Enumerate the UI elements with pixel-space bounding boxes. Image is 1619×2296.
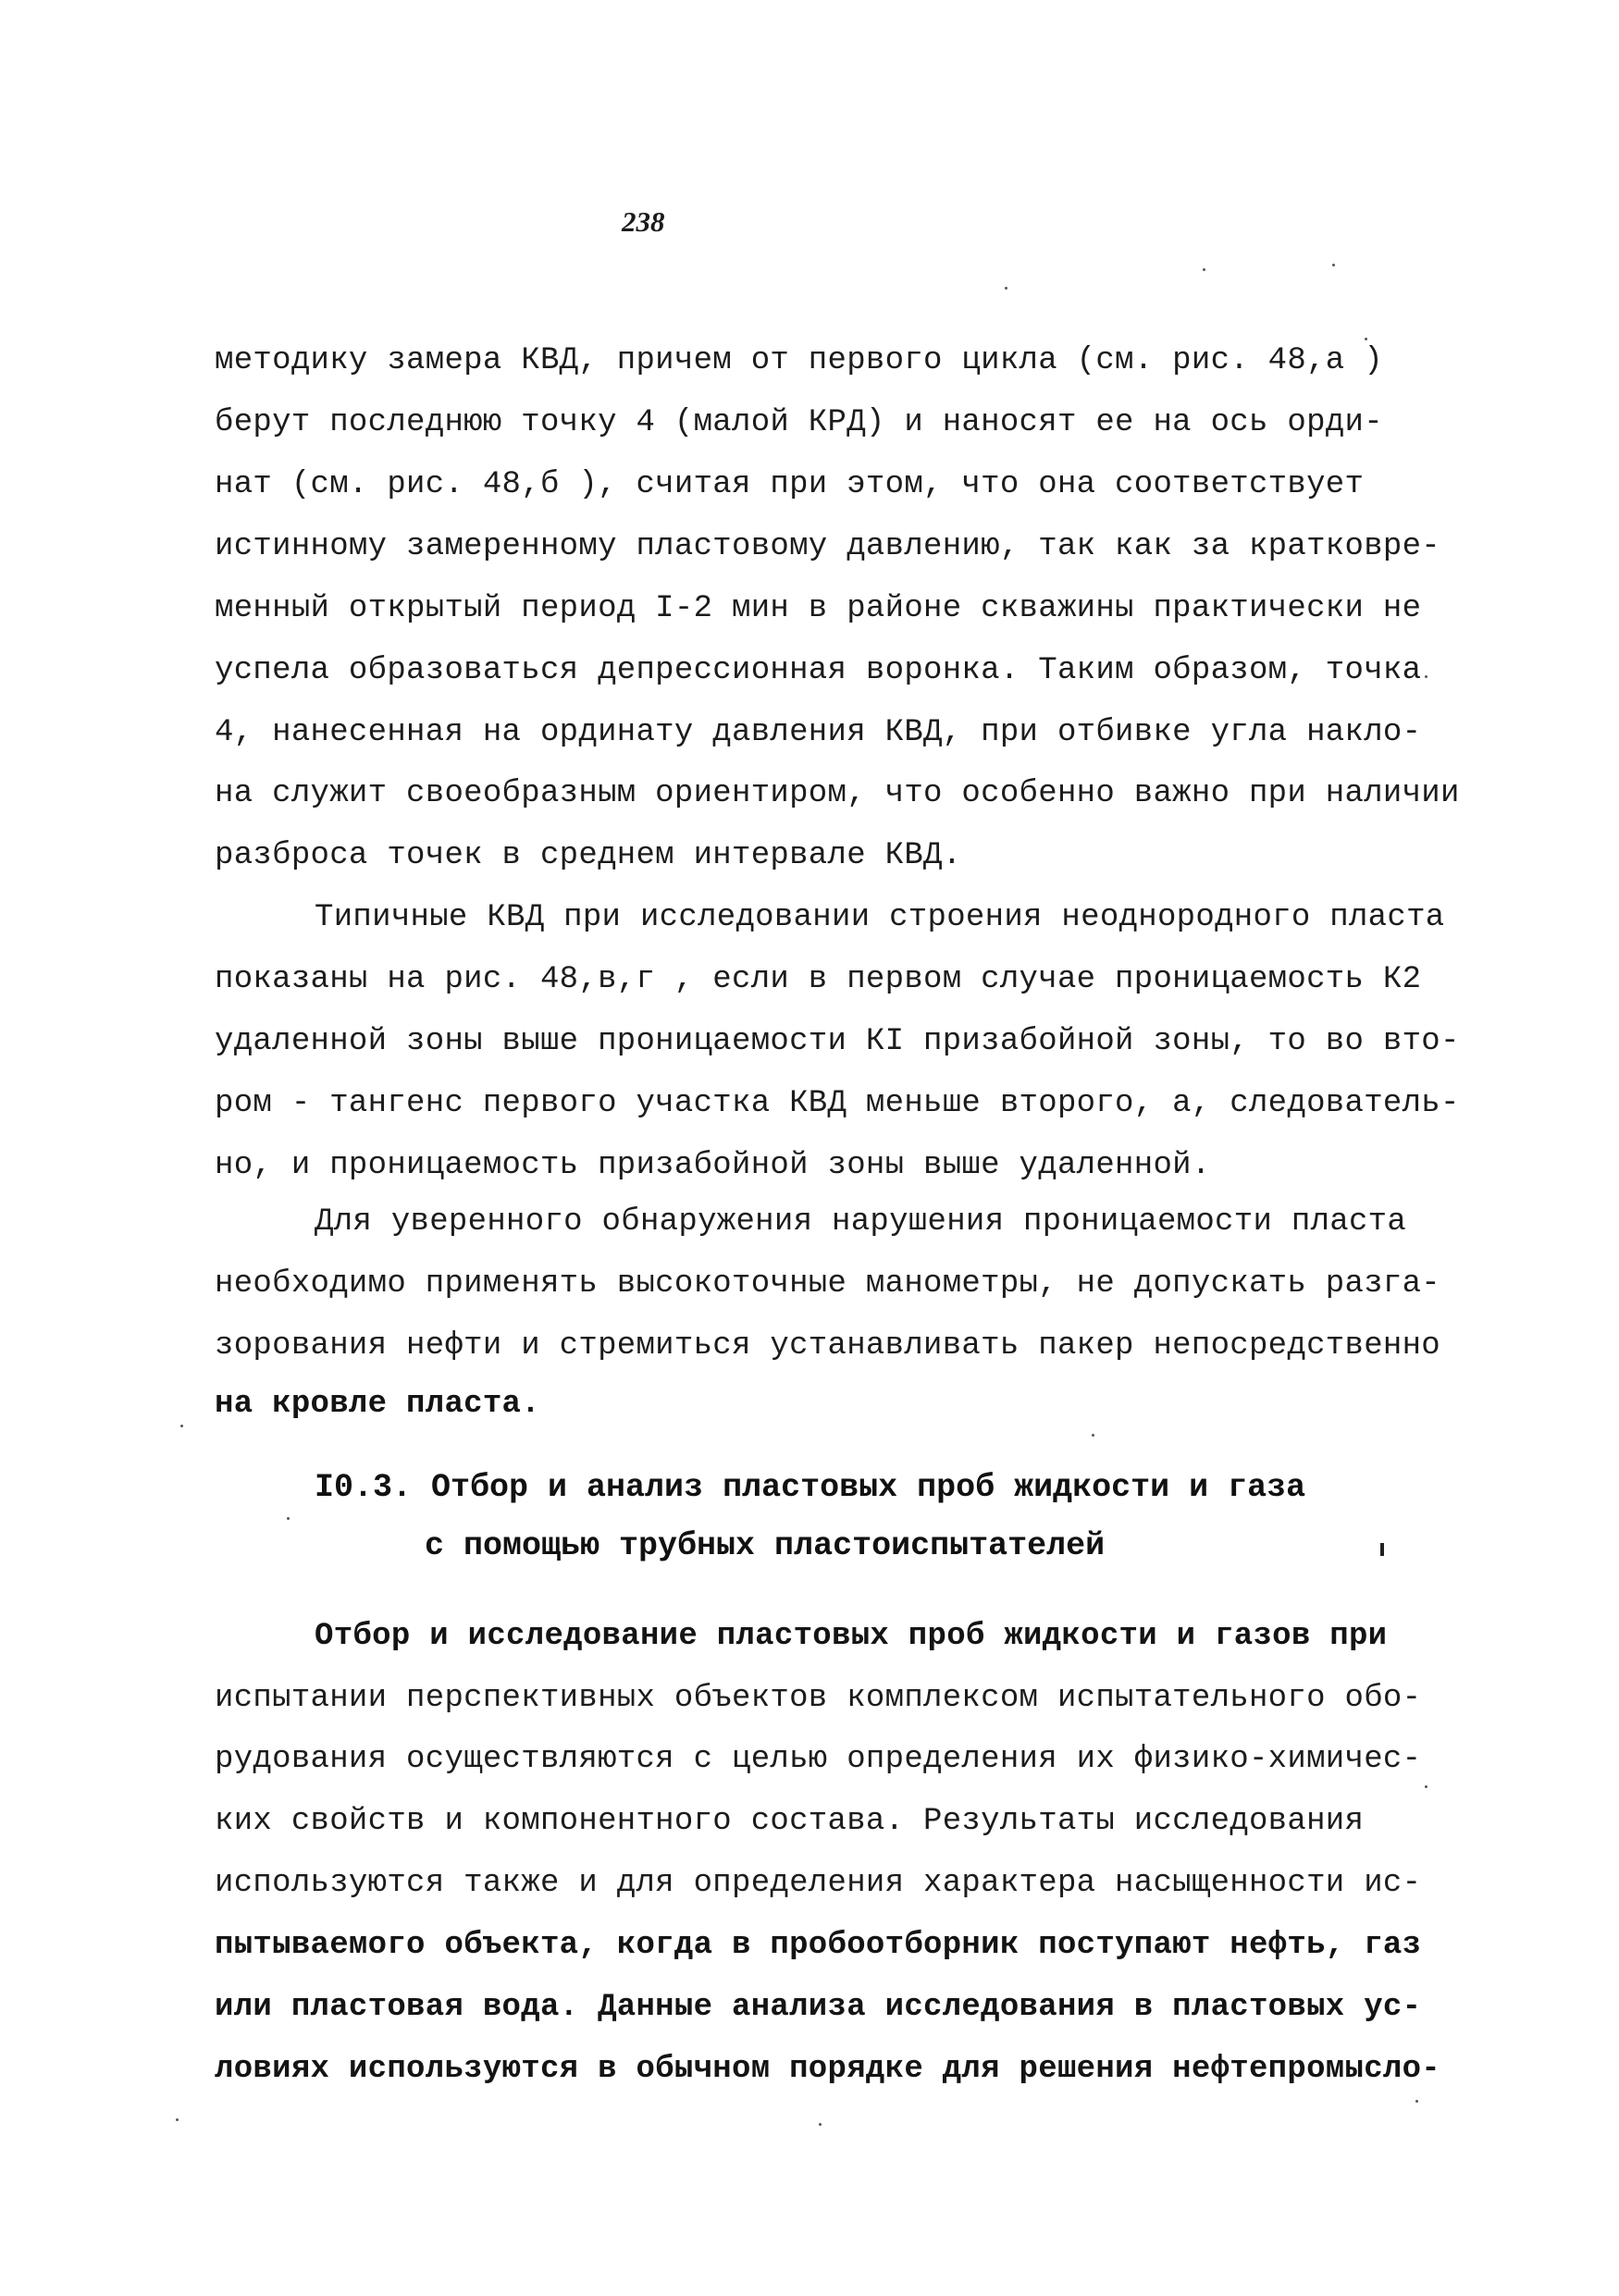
paragraph-2-line-4: ром - тангенс первого участка КВД меньше второго, а, следователь-: [215, 1086, 1460, 1121]
paragraph-4-line-8: ловиях используются в обычном порядке для решения нефтепромысло-: [215, 2052, 1441, 2087]
scan-speck: [1092, 1434, 1094, 1437]
paragraph-3-line-3: зорования нефти и стремиться устанавливать пакер непосредственно: [215, 1328, 1441, 1364]
paragraph-4-line-3: рудования осуществляются с целью определения их физико-химичес-: [215, 1742, 1422, 1777]
scan-speck: [1425, 1785, 1427, 1788]
paragraph-1-line-6: успела образоваться депрессионная воронка. Таким образом, точка: [215, 653, 1422, 688]
scan-speck: [1332, 264, 1335, 266]
paragraph-1-line-4: истинному замеренному пластовому давлению, так как за кратковре-: [215, 529, 1441, 564]
paragraph-3-line-4: на кровле пласта.: [215, 1387, 540, 1422]
paragraph-1-line-1: методику замера КВД, причем от первого цикла (см. рис. 48,а ): [215, 343, 1383, 378]
paragraph-1-line-7: 4, нанесенная на ординату давления КВД, при отбивке угла накло-: [215, 715, 1422, 750]
paragraph-2-line-5: но, и проницаемость призабойной зоны выше удаленной.: [215, 1148, 1211, 1183]
paragraph-3-line-2: необходимо применять высокоточные манометры, не допускать разга-: [215, 1266, 1441, 1302]
paragraph-1-line-8: на служит своеобразным ориентиром, что особенно важно при наличии: [215, 776, 1460, 811]
paragraph-4-line-7: или пластовая вода. Данные анализа исследования в пластовых ус-: [215, 1990, 1422, 2025]
section-heading-line-2: с помощью трубных пластоиспытателей: [425, 1527, 1106, 1564]
section-heading-line-1: I0.3. Отбор и анализ пластовых проб жидкости и газа: [315, 1469, 1306, 1506]
scan-speck: [1203, 268, 1205, 271]
paragraph-4-line-4: ких свойств и компонентного состава. Результаты исследования: [215, 1804, 1365, 1839]
paragraph-3-line-1: Для уверенного обнаружения нарушения проницаемости пласта: [315, 1204, 1407, 1240]
paragraph-2-line-1: Типичные КВД при исследовании строения неоднородного пласта: [315, 900, 1445, 935]
paragraph-4-line-1: Отбор и исследование пластовых проб жидкости и газов при: [315, 1619, 1388, 1654]
paragraph-1-line-3: нат (см. рис. 48,б ), считая при этом, что она соответствует: [215, 467, 1365, 502]
scan-speck: [176, 2118, 179, 2121]
scan-speck: [1005, 287, 1007, 290]
scan-speck: [819, 2123, 822, 2126]
page-number: 238: [622, 205, 665, 238]
paragraph-1-line-5: менный открытый период I-2 мин в районе скважины практически не: [215, 591, 1422, 626]
paragraph-4-line-5: используются также и для определения характера насыщенности ис-: [215, 1866, 1422, 1901]
scan-speck: [1365, 338, 1367, 340]
scan-speck: [1425, 675, 1427, 678]
paragraph-2-line-2: показаны на рис. 48,в,г , если в первом случае проницаемость К2: [215, 962, 1422, 997]
paragraph-4-line-6: пытываемого объекта, когда в пробоотборник поступают нефть, газ: [215, 1928, 1422, 1963]
scan-speck: [180, 1425, 183, 1427]
scan-speck: [1415, 2100, 1418, 2103]
scan-mark: [1380, 1543, 1384, 1556]
paragraph-1-line-9: разброса точек в среднем интервале КВД.: [215, 838, 962, 873]
paragraph-1-line-2: берут последнюю точку 4 (малой КРД) и наносят ее на ось орди-: [215, 405, 1383, 440]
scan-speck: [287, 1517, 290, 1520]
paragraph-2-line-3: удаленной зоны выше проницаемости КI призабойной зоны, то во вто-: [215, 1024, 1460, 1059]
paragraph-4-line-2: испытании перспективных объектов комплексом испытательного обо-: [215, 1681, 1422, 1716]
